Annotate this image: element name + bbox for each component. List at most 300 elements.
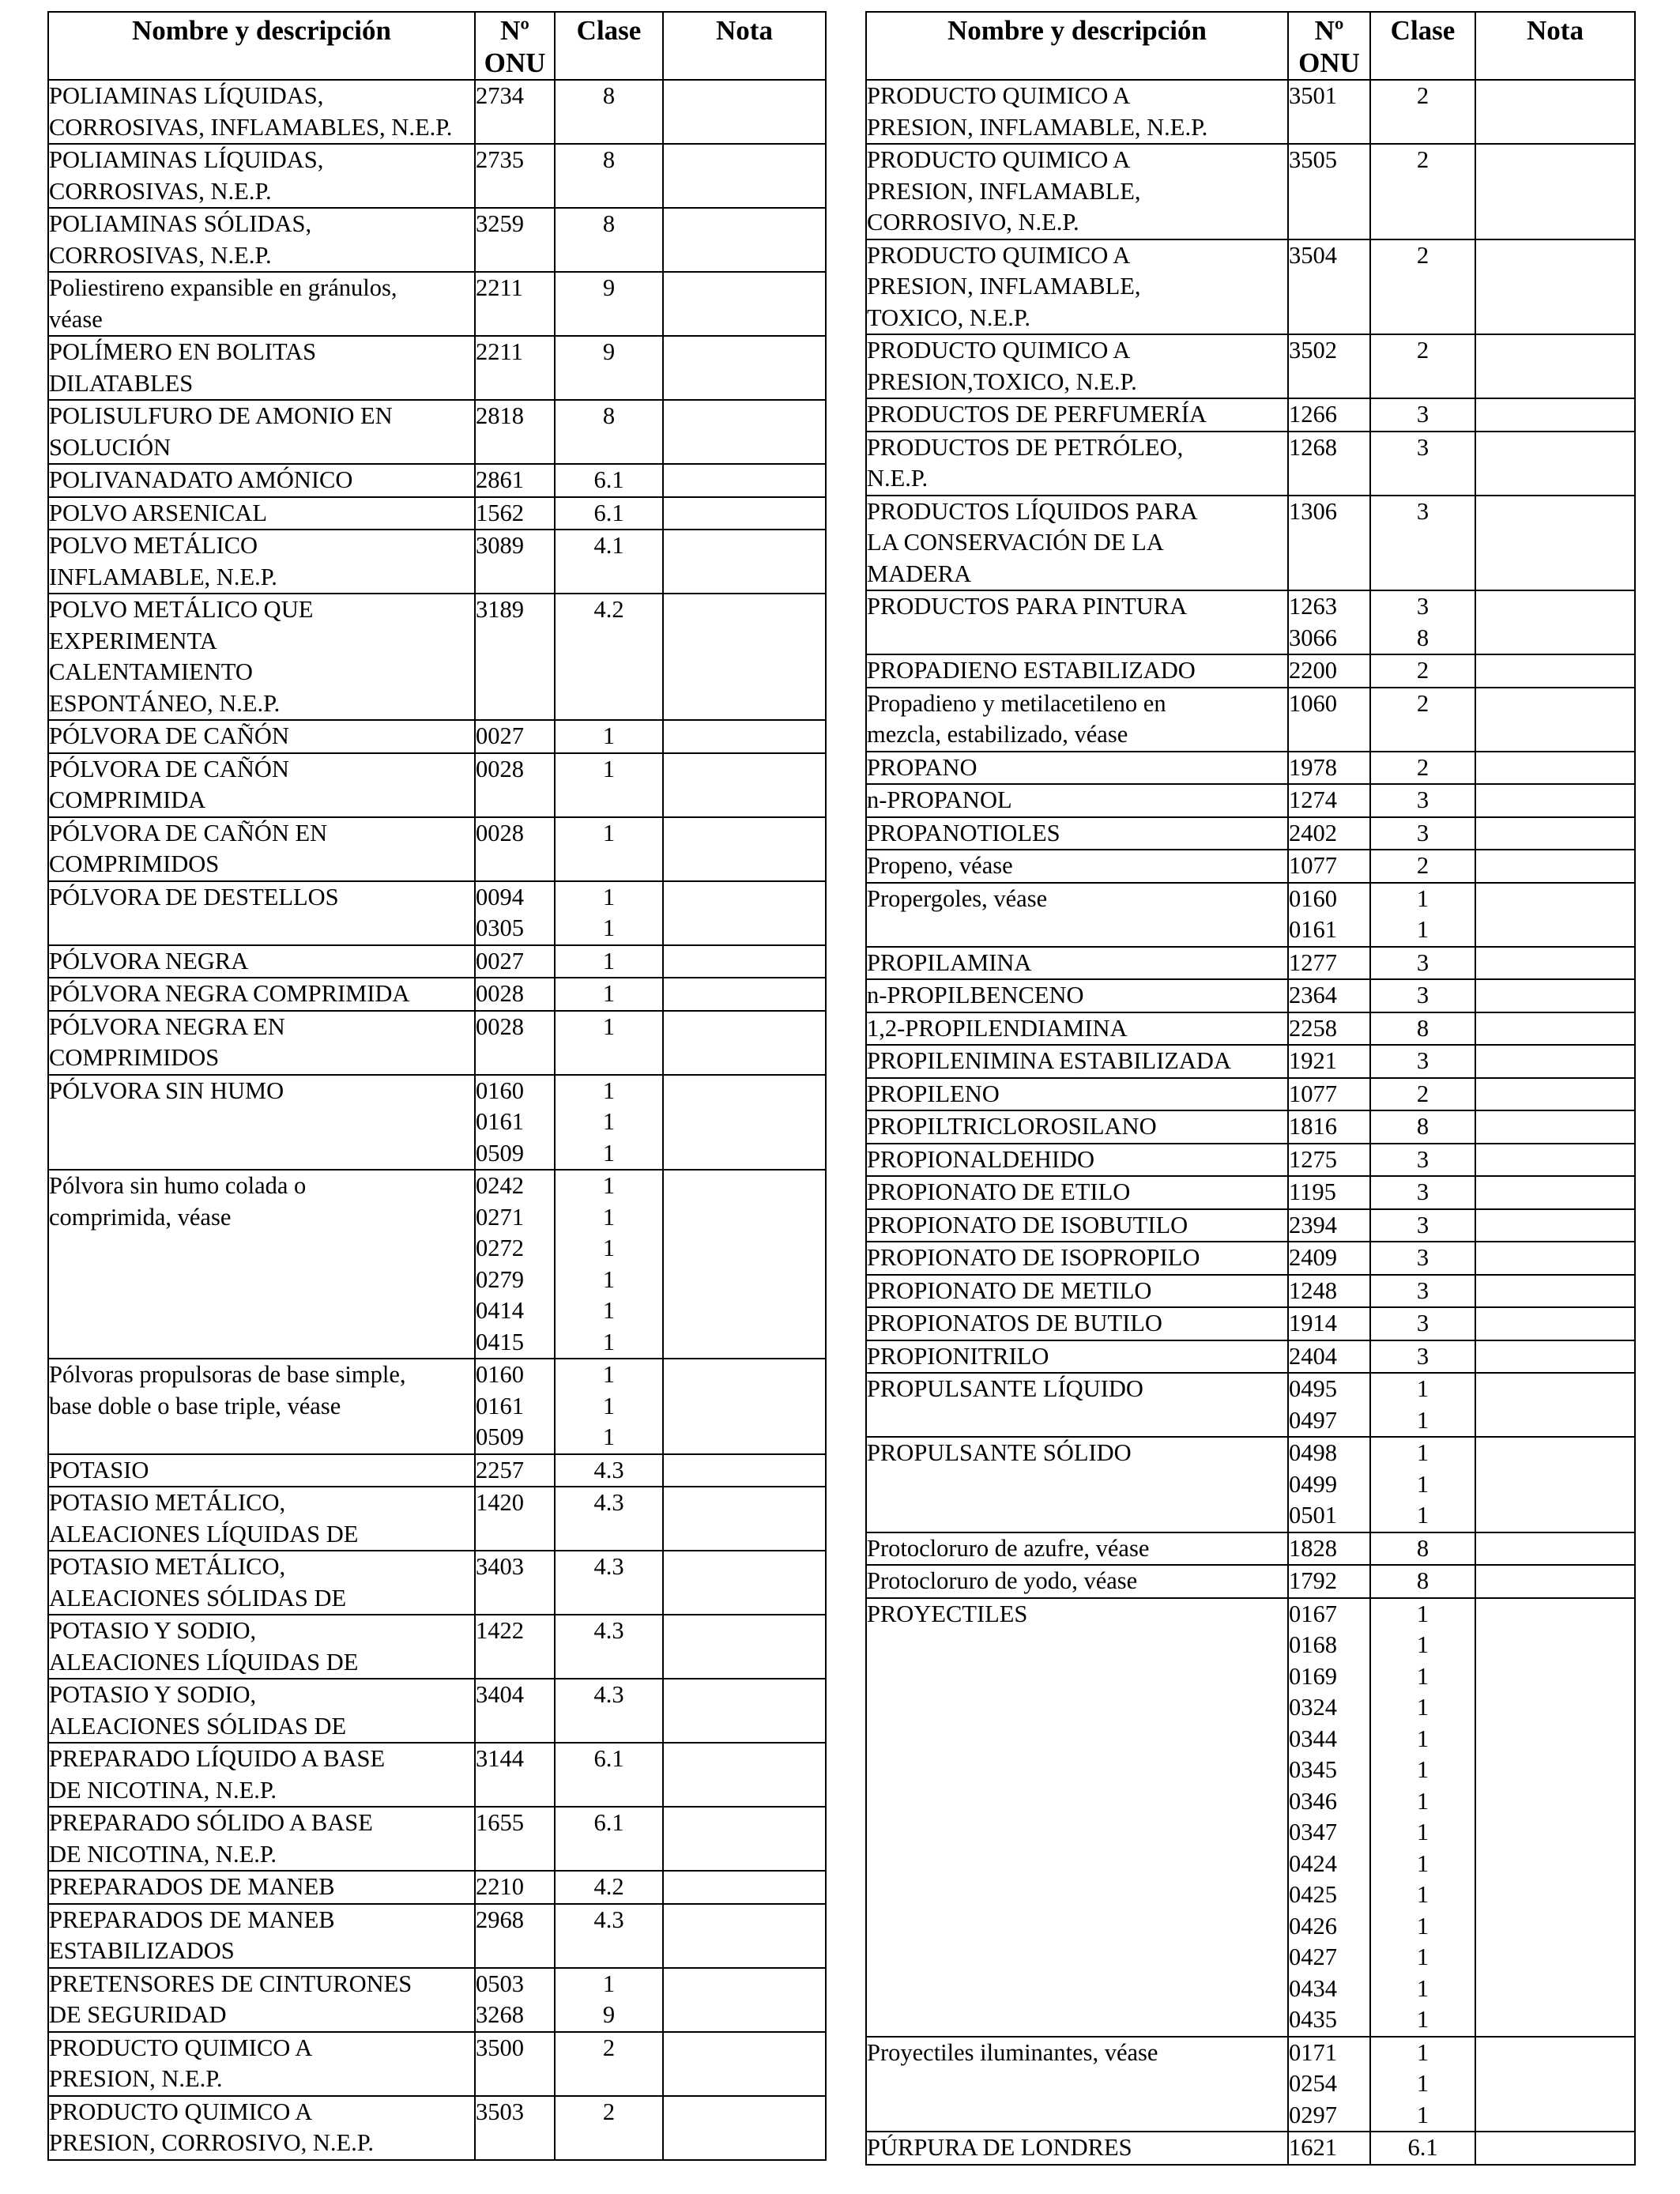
substance-name-line: PRODUCTO QUIMICO A xyxy=(867,337,1131,364)
un-number-cell xyxy=(475,464,555,497)
class-line: 1 xyxy=(1416,1881,1430,1908)
nota-cell xyxy=(1475,1307,1635,1340)
substance-name-cell xyxy=(48,497,475,530)
substance-name-line: PROPILENIMINA ESTABILIZADA xyxy=(867,1047,1231,1074)
class-cell xyxy=(555,1807,663,1871)
class-cell xyxy=(1370,688,1475,752)
class-line: 1 xyxy=(602,722,616,749)
nota-cell xyxy=(663,1170,826,1359)
un-number-line: 2968 xyxy=(476,1906,524,1933)
nota-cell xyxy=(1475,1275,1635,1308)
table-row xyxy=(866,239,1635,335)
un-number-line: 1077 xyxy=(1289,1080,1337,1107)
substance-name-cell xyxy=(48,881,475,945)
un-number-cell xyxy=(475,272,555,336)
substance-name-line: PRESION, INFLAMABLE, xyxy=(867,177,1141,205)
nota-cell xyxy=(663,497,826,530)
nota-cell xyxy=(663,945,826,978)
table-row xyxy=(48,720,826,753)
un-number-line: 0169 xyxy=(1289,1662,1337,1690)
class-line: 1 xyxy=(602,1265,616,1293)
substance-name-line: DE SEGURIDAD xyxy=(49,2001,227,2028)
un-number-line: 2258 xyxy=(1289,1014,1337,1042)
class-line: 3 xyxy=(1416,1244,1430,1271)
un-number-line: 0171 xyxy=(1289,2038,1337,2066)
substance-name-line: PÓLVORA DE CAÑÓN xyxy=(49,722,289,749)
class-line: 1 xyxy=(602,1328,616,1355)
un-number-line: 0161 xyxy=(476,1108,524,1135)
substance-name-line: PREPARADOS DE MANEB xyxy=(49,1873,335,1900)
substance-name-line: PROPIONATO DE ETILO xyxy=(867,1178,1131,1205)
class-line: 4.3 xyxy=(593,1553,624,1580)
un-number-cell xyxy=(475,1454,555,1487)
nota-cell xyxy=(663,464,826,497)
class-line: 1 xyxy=(602,914,616,941)
nota-cell xyxy=(663,1871,826,1904)
substance-name-line: PROYECTILES xyxy=(867,1600,1028,1627)
class-line: 2 xyxy=(1416,753,1430,781)
substance-name-line: POLVO METÁLICO xyxy=(49,532,258,559)
class-cell xyxy=(1370,1012,1475,1046)
nota-cell xyxy=(1475,1242,1635,1275)
header-nota: Nota xyxy=(663,12,826,80)
un-number-cell xyxy=(1288,1045,1370,1078)
un-number-cell xyxy=(475,2096,555,2160)
un-number-line: 3505 xyxy=(1289,146,1337,173)
un-number-line: 1422 xyxy=(476,1617,524,1644)
substance-name-line: mezcla, estabilizado, véase xyxy=(867,721,1128,748)
class-cell xyxy=(1370,784,1475,817)
substance-name-cell xyxy=(48,336,475,400)
substance-name-line: PREPARADO LÍQUIDO A BASE xyxy=(49,1745,386,1772)
un-number-line: 1621 xyxy=(1289,2134,1337,2161)
un-number-cell xyxy=(475,2032,555,2096)
un-number-line: 1263 xyxy=(1289,593,1337,620)
table-row xyxy=(866,947,1635,980)
un-number-line: 0160 xyxy=(476,1076,524,1104)
un-number-line: 0495 xyxy=(1289,1375,1337,1402)
substance-name-cell xyxy=(48,1011,475,1075)
un-number-line: 0425 xyxy=(1289,1881,1337,1908)
un-number-line: 0499 xyxy=(1289,1470,1337,1498)
substance-name-cell xyxy=(866,1340,1288,1374)
un-number-line: 0498 xyxy=(1289,1439,1337,1466)
class-cell xyxy=(1370,1598,1475,2037)
class-line: 1 xyxy=(602,1076,616,1104)
nota-cell xyxy=(663,1807,826,1871)
un-number-line: 0028 xyxy=(476,755,524,782)
class-cell xyxy=(555,1359,663,1454)
un-number-line: 1277 xyxy=(1289,948,1337,976)
class-line: 4.3 xyxy=(593,1617,624,1644)
class-line: 3 xyxy=(1416,1342,1430,1370)
substance-name-cell xyxy=(866,144,1288,239)
un-number-line: 0167 xyxy=(1289,1600,1337,1627)
table-row xyxy=(866,1340,1635,1374)
nota-cell xyxy=(663,530,826,594)
substance-name-cell xyxy=(866,1078,1288,1111)
class-line: 4.2 xyxy=(593,596,624,623)
substance-name-cell xyxy=(866,1565,1288,1598)
class-cell xyxy=(1370,496,1475,591)
un-number-line: 0279 xyxy=(476,1265,524,1293)
class-line: 8 xyxy=(602,146,616,173)
un-number-line: 1274 xyxy=(1289,786,1337,813)
substance-name-cell xyxy=(866,1598,1288,2037)
un-number-line: 2257 xyxy=(476,1456,524,1483)
table-row xyxy=(48,2032,826,2096)
substance-name-line: EXPERIMENTA xyxy=(49,627,217,654)
class-cell xyxy=(1370,1110,1475,1144)
table-row xyxy=(866,590,1635,654)
un-number-line: 0271 xyxy=(476,1203,524,1231)
un-number-line: 1275 xyxy=(1289,1145,1337,1173)
un-number-cell xyxy=(475,1743,555,1807)
substance-name-cell xyxy=(866,398,1288,432)
substance-name-cell xyxy=(48,978,475,1011)
substance-name-line: PRETENSORES DE CINTURONES xyxy=(49,1970,412,1997)
substance-name-line: PÓLVORA NEGRA xyxy=(49,947,249,974)
class-line: 1 xyxy=(1416,1694,1430,1721)
nota-cell xyxy=(1475,1110,1635,1144)
class-line: 9 xyxy=(602,338,616,365)
class-cell xyxy=(1370,1437,1475,1532)
un-number-cell xyxy=(475,720,555,753)
substance-name-cell xyxy=(866,1012,1288,1046)
substance-name-line: comprimida, véase xyxy=(49,1203,232,1231)
class-line: 6.1 xyxy=(1407,2134,1438,2161)
substance-name-line: ESPONTÁNEO, N.E.P. xyxy=(49,689,281,717)
class-cell xyxy=(555,497,663,530)
nota-cell xyxy=(1475,817,1635,850)
un-number-cell xyxy=(475,1075,555,1171)
un-number-cell xyxy=(1288,784,1370,817)
class-cell xyxy=(1370,654,1475,688)
un-number-line: 0434 xyxy=(1289,1974,1337,2002)
substance-name-cell xyxy=(866,1110,1288,1144)
nota-cell xyxy=(1475,1012,1635,1046)
substance-name-line: ALEACIONES LÍQUIDAS DE xyxy=(49,1520,359,1547)
substance-name-line: POLVO METÁLICO QUE xyxy=(49,596,314,623)
un-number-cell xyxy=(475,144,555,208)
nota-cell xyxy=(663,400,826,464)
nota-cell xyxy=(663,2096,826,2160)
class-cell xyxy=(1370,1144,1475,1177)
substance-name-line: Protocloruro de yodo, véase xyxy=(867,1567,1138,1594)
substance-name-cell xyxy=(48,1743,475,1807)
class-line: 3 xyxy=(1416,1211,1430,1238)
substance-name-line: POTASIO METÁLICO, xyxy=(49,1489,286,1516)
un-number-line: 3504 xyxy=(1289,241,1337,269)
table-row xyxy=(48,80,826,144)
table-row xyxy=(866,1209,1635,1242)
nota-cell xyxy=(1475,784,1635,817)
substance-name-line: PRODUCTOS LÍQUIDOS PARA xyxy=(867,497,1198,525)
un-number-line: 1195 xyxy=(1289,1178,1336,1205)
un-number-cell xyxy=(475,208,555,272)
un-table-right xyxy=(865,11,1636,2166)
class-cell xyxy=(555,753,663,817)
substance-name-line: 1,2-PROPILENDIAMINA xyxy=(867,1014,1128,1042)
substance-name-cell xyxy=(48,1679,475,1743)
un-number-cell xyxy=(1288,1209,1370,1242)
substance-name-cell xyxy=(866,688,1288,752)
substance-name-line: PÓLVORA DE DESTELLOS xyxy=(49,883,339,910)
class-line: 1 xyxy=(602,1423,616,1450)
class-cell xyxy=(555,1170,663,1359)
table-row xyxy=(48,2096,826,2160)
un-number-line: 1921 xyxy=(1289,1047,1337,1074)
class-cell xyxy=(1370,1045,1475,1078)
substance-name-line: POLIAMINAS LÍQUIDAS, xyxy=(49,82,324,109)
class-cell xyxy=(555,817,663,881)
nota-cell xyxy=(1475,1078,1635,1111)
un-number-cell xyxy=(1288,1532,1370,1566)
table-row xyxy=(866,752,1635,785)
class-line: 1 xyxy=(1416,2006,1430,2033)
table-row xyxy=(48,1170,826,1359)
class-line: 1 xyxy=(602,1297,616,1324)
class-cell xyxy=(555,1743,663,1807)
nota-cell xyxy=(1475,883,1635,947)
class-line: 3 xyxy=(1416,819,1430,846)
un-number-cell xyxy=(475,1011,555,1075)
table-row xyxy=(48,1871,826,1904)
un-number-line: 2734 xyxy=(476,82,524,109)
class-line: 1 xyxy=(1416,1470,1430,1498)
un-number-cell xyxy=(1288,2037,1370,2132)
class-cell xyxy=(1370,817,1475,850)
un-number-line: 0347 xyxy=(1289,1819,1337,1845)
nota-cell xyxy=(1475,688,1635,752)
substance-name-cell xyxy=(866,1045,1288,1078)
class-line: 2 xyxy=(1416,852,1430,879)
table-row xyxy=(48,144,826,208)
un-number-cell xyxy=(1288,1242,1370,1275)
class-line: 1 xyxy=(602,947,616,974)
un-number-line: 0424 xyxy=(1289,1849,1337,1877)
class-line: 2 xyxy=(1416,1080,1430,1107)
un-number-line: 1306 xyxy=(1289,497,1337,525)
un-number-line: 1562 xyxy=(476,499,524,526)
substance-name-cell xyxy=(866,496,1288,591)
class-cell xyxy=(555,978,663,1011)
nota-cell xyxy=(663,1904,826,1968)
substance-name-line: n-PROPILBENCENO xyxy=(867,982,1084,1008)
class-line: 1 xyxy=(1416,1787,1430,1815)
class-line: 1 xyxy=(602,1361,616,1388)
substance-name-line: POTASIO Y SODIO, xyxy=(49,1617,257,1644)
class-cell xyxy=(555,720,663,753)
substance-name-line: Poliestireno expansible en gránulos, xyxy=(49,274,397,301)
class-line: 8 xyxy=(1416,1567,1430,1594)
un-number-line: 0160 xyxy=(1289,884,1337,912)
un-number-line: 3189 xyxy=(476,596,524,623)
header-name: Nombre y descripción xyxy=(866,12,1288,80)
table-row xyxy=(866,1307,1635,1340)
substance-name-cell xyxy=(866,784,1288,817)
substance-name-line: PÓLVORA NEGRA EN xyxy=(49,1012,285,1040)
class-cell xyxy=(1370,1242,1475,1275)
class-cell xyxy=(1370,590,1475,654)
substance-name-line: CORROSIVAS, INFLAMABLES, N.E.P. xyxy=(49,113,453,141)
un-number-line: 3089 xyxy=(476,532,524,559)
substance-name-line: POLÍMERO EN BOLITAS xyxy=(49,338,317,365)
substance-name-line: PREPARADOS DE MANEB xyxy=(49,1906,335,1933)
class-line: 1 xyxy=(1416,1849,1430,1877)
substance-name-cell xyxy=(48,1454,475,1487)
substance-name-cell xyxy=(866,752,1288,785)
table-row xyxy=(866,850,1635,883)
class-line: 1 xyxy=(1416,1662,1430,1690)
class-line: 1 xyxy=(1416,1439,1430,1466)
table-row xyxy=(866,2037,1635,2132)
class-line: 1 xyxy=(1416,2101,1430,2128)
class-line: 1 xyxy=(602,819,616,846)
table-row xyxy=(866,496,1635,591)
un-number-line: 2211 xyxy=(476,274,523,301)
un-number-cell xyxy=(1288,239,1370,335)
class-line: 4.3 xyxy=(593,1906,624,1933)
class-cell xyxy=(555,594,663,720)
substance-name-cell xyxy=(48,720,475,753)
substance-name-line: CORROSIVAS, N.E.P. xyxy=(49,241,272,269)
nota-cell xyxy=(663,1011,826,1075)
un-number-line: 2364 xyxy=(1289,982,1337,1008)
un-number-cell xyxy=(475,817,555,881)
substance-name-cell xyxy=(866,1144,1288,1177)
header-onu: Nº ONU xyxy=(475,12,555,80)
substance-name-cell xyxy=(866,334,1288,398)
un-number-line: 0497 xyxy=(1289,1406,1337,1434)
substance-name-line: ALEACIONES LÍQUIDAS DE xyxy=(49,1648,359,1676)
un-number-line: 3500 xyxy=(476,2034,524,2061)
class-cell xyxy=(555,1487,663,1551)
un-number-line: 0345 xyxy=(1289,1756,1337,1783)
un-number-line: 0161 xyxy=(476,1392,524,1419)
un-number-cell xyxy=(475,978,555,1011)
substance-name-line: TOXICO, N.E.P. xyxy=(867,303,1031,331)
class-cell xyxy=(555,2032,663,2096)
table-row xyxy=(48,530,826,594)
un-number-line: 3502 xyxy=(1289,337,1337,364)
nota-cell xyxy=(1475,752,1635,785)
table-row xyxy=(866,784,1635,817)
substance-name-line: PROPADIENO ESTABILIZADO xyxy=(867,657,1196,684)
class-cell xyxy=(555,336,663,400)
substance-name-line: PÓLVORA NEGRA COMPRIMIDA xyxy=(49,980,410,1007)
nota-cell xyxy=(663,336,826,400)
substance-name-line: PROPIONATO DE ISOBUTILO xyxy=(867,1211,1188,1238)
substance-name-line: LA CONSERVACIÓN DE LA xyxy=(867,529,1164,556)
un-number-cell xyxy=(1288,334,1370,398)
substance-name-line: PÓLVORA SIN HUMO xyxy=(49,1076,284,1104)
class-line: 1 xyxy=(602,1203,616,1231)
un-number-cell xyxy=(475,1807,555,1871)
un-number-line: 0161 xyxy=(1289,916,1337,943)
nota-cell xyxy=(1475,1532,1635,1566)
class-cell xyxy=(1370,334,1475,398)
class-line: 8 xyxy=(602,82,616,109)
substance-name-line: POLISULFURO DE AMONIO EN xyxy=(49,402,393,429)
un-number-cell xyxy=(1288,1373,1370,1437)
substance-name-cell xyxy=(48,1807,475,1871)
nota-cell xyxy=(663,1551,826,1615)
class-cell xyxy=(555,80,663,144)
nota-cell xyxy=(1475,432,1635,496)
nota-cell xyxy=(663,1359,826,1454)
substance-name-line: PROPILTRICLOROSILANO xyxy=(867,1113,1157,1140)
un-number-line: 0160 xyxy=(476,1361,524,1388)
un-number-line: 0028 xyxy=(476,980,524,1007)
substance-name-cell xyxy=(866,1275,1288,1308)
substance-name-line: véase xyxy=(49,305,103,333)
table-row xyxy=(48,464,826,497)
substance-name-cell xyxy=(866,2132,1288,2165)
class-cell xyxy=(555,464,663,497)
header-onu: Nº ONU xyxy=(1288,12,1370,80)
class-line: 1 xyxy=(1416,1631,1430,1658)
un-number-cell xyxy=(1288,398,1370,432)
nota-cell xyxy=(663,1075,826,1171)
substance-name-cell xyxy=(866,1242,1288,1275)
class-cell xyxy=(1370,1078,1475,1111)
un-number-line: 0414 xyxy=(476,1297,524,1324)
class-line: 6.1 xyxy=(593,466,624,493)
header-row xyxy=(48,12,826,80)
class-cell xyxy=(1370,752,1475,785)
class-cell xyxy=(555,1011,663,1075)
class-line: 2 xyxy=(1416,146,1430,173)
substance-name-line: Pólvora sin humo colada o xyxy=(49,1172,307,1199)
substance-name-line: COMPRIMIDA xyxy=(49,786,206,813)
substance-name-line: COMPRIMIDOS xyxy=(49,1044,220,1071)
class-cell xyxy=(1370,850,1475,883)
substance-name-line: PRODUCTO QUIMICO A xyxy=(49,2034,313,2061)
table-body-right xyxy=(866,80,1635,2165)
table-row xyxy=(866,1565,1635,1598)
un-number-cell xyxy=(475,80,555,144)
class-line: 4.2 xyxy=(593,1873,624,1900)
table-row xyxy=(48,400,826,464)
un-number-line: 0297 xyxy=(1289,2101,1337,2128)
class-line: 3 xyxy=(1416,401,1430,428)
substance-name-line: n-PROPANOL xyxy=(867,786,1012,813)
class-line: 1 xyxy=(1416,916,1430,943)
table-row xyxy=(48,1011,826,1075)
un-number-cell xyxy=(1288,1340,1370,1374)
substance-name-line: CORROSIVAS, N.E.P. xyxy=(49,177,272,205)
un-number-cell xyxy=(1288,1176,1370,1209)
nota-cell xyxy=(1475,2037,1635,2132)
table-row xyxy=(866,1045,1635,1078)
class-cell xyxy=(1370,239,1475,335)
substance-name-line: PRESION, INFLAMABLE, N.E.P. xyxy=(867,113,1208,141)
un-number-line: 0509 xyxy=(476,1423,524,1450)
class-line: 1 xyxy=(602,1235,616,1261)
substance-name-line: MADERA xyxy=(867,560,972,587)
class-line: 1 xyxy=(1416,2038,1430,2066)
class-line: 9 xyxy=(602,2001,616,2028)
nota-cell xyxy=(663,272,826,336)
un-number-line: 1420 xyxy=(476,1489,524,1516)
un-number-cell xyxy=(1288,1110,1370,1144)
substance-name-line: POTASIO METÁLICO, xyxy=(49,1553,286,1580)
un-number-cell xyxy=(475,530,555,594)
un-number-line: 2402 xyxy=(1289,819,1337,846)
class-cell xyxy=(1370,398,1475,432)
un-number-line: 0435 xyxy=(1289,2006,1337,2033)
